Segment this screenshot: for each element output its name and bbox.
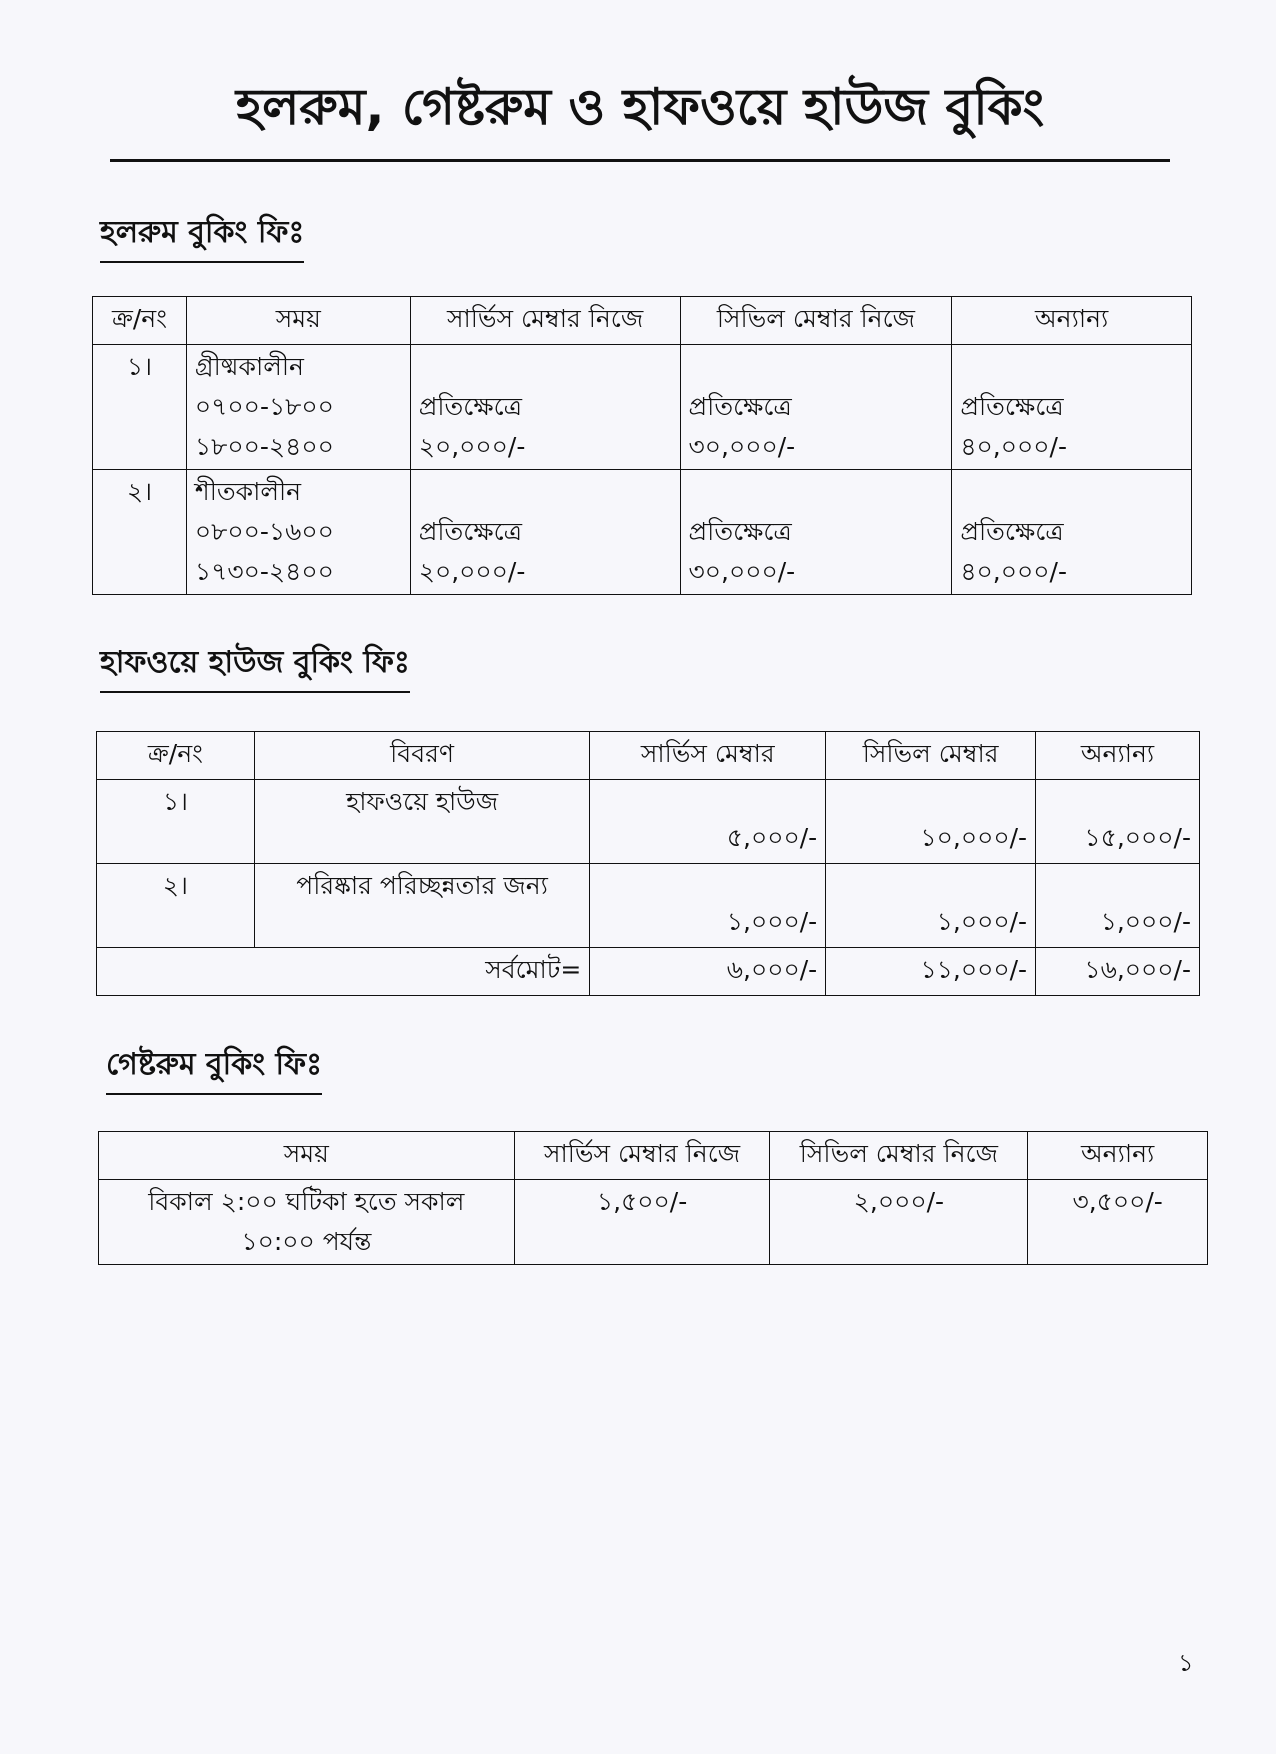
- col-service-member: সার্ভিস মেম্বার নিজে: [514, 1132, 770, 1180]
- row-description: হাফওয়ে হাউজ: [254, 780, 590, 864]
- fee-label: প্রতিক্ষেত্রে: [418, 392, 522, 421]
- row-description: পরিষ্কার পরিচ্ছন্নতার জন্য: [254, 864, 590, 948]
- season-label: গ্রীষ্মকালীন: [194, 352, 304, 381]
- other-fee: ১৫,০০০/-: [1036, 780, 1200, 864]
- service-fee-cell: [410, 345, 680, 470]
- col-civil-member: সিভিল মেম্বার নিজে: [770, 1132, 1028, 1180]
- service-fee-cell: [410, 470, 680, 595]
- fee-value: ২০,০০০/-: [418, 557, 526, 586]
- col-civil-member: সিভিল মেম্বার নিজে: [680, 297, 952, 345]
- col-service-member: সার্ভিস মেম্বার নিজে: [410, 297, 680, 345]
- time-line: বিকাল ২:০০ ঘটিকা হতে সকাল: [148, 1187, 465, 1216]
- fee-value: ২০,০০০/-: [418, 432, 526, 461]
- col-description: বিবরণ: [254, 732, 590, 780]
- guestroom-heading: গেষ্টরুম বুকিং ফিঃ: [106, 1040, 322, 1095]
- halfway-fee-table: [96, 731, 1200, 996]
- row-serial: ২।: [93, 470, 187, 595]
- time-slot: ০৭০০-১৮০০: [194, 392, 334, 421]
- civil-fee: ১,০০০/-: [826, 864, 1036, 948]
- table-row: [97, 780, 1200, 864]
- fee-value: ৩০,০০০/-: [688, 557, 796, 586]
- col-service-member: সার্ভিস মেম্বার: [590, 732, 826, 780]
- table-row: [97, 864, 1200, 948]
- time-slot: ১৮০০-২৪০০: [194, 432, 334, 461]
- table-row: [93, 470, 1192, 595]
- row-time: [99, 1180, 515, 1265]
- fee-label: প্রতিক্ষেত্রে: [688, 392, 792, 421]
- fee-value: ৩০,০০০/-: [688, 432, 796, 461]
- table-header-row: [97, 732, 1200, 780]
- col-others: অন্যান্য: [1036, 732, 1200, 780]
- civil-fee: ১০,০০০/-: [826, 780, 1036, 864]
- col-time: সময়: [99, 1132, 515, 1180]
- other-fee-cell: [952, 470, 1192, 595]
- total-row: [97, 948, 1200, 996]
- table-header-row: [99, 1132, 1208, 1180]
- page-number: ১: [1178, 1649, 1194, 1677]
- row-serial: ১।: [93, 345, 187, 470]
- other-fee: ৩,৫০০/-: [1028, 1180, 1208, 1265]
- total-label: সর্বমোট=: [97, 948, 590, 996]
- col-serial: ক্র/নং: [93, 297, 187, 345]
- fee-label: প্রতিক্ষেত্রে: [960, 392, 1064, 421]
- col-others: অন্যান্য: [952, 297, 1192, 345]
- time-slot: ০৮০০-১৬০০: [194, 517, 334, 546]
- time-slot: ১৭৩০-২৪০০: [194, 557, 334, 586]
- row-serial: ১।: [97, 780, 255, 864]
- halfway-heading: হাফওয়ে হাউজ বুকিং ফিঃ: [100, 638, 410, 693]
- guestroom-fee-table: [98, 1131, 1208, 1265]
- service-fee: ৫,০০০/-: [590, 780, 826, 864]
- fee-label: প্রতিক্ষেত্রে: [418, 517, 522, 546]
- fee-label: প্রতিক্ষেত্রে: [960, 517, 1064, 546]
- service-fee: ১,৫০০/-: [514, 1180, 770, 1265]
- total-other-fee: ১৬,০০০/-: [1036, 948, 1200, 996]
- col-civil-member: সিভিল মেম্বার: [826, 732, 1036, 780]
- service-fee: ১,০০০/-: [590, 864, 826, 948]
- col-serial: ক্র/নং: [97, 732, 255, 780]
- other-fee: ১,০০০/-: [1036, 864, 1200, 948]
- time-line: ১০:০০ পর্যন্ত: [241, 1227, 372, 1256]
- row-time: [186, 470, 410, 595]
- table-row: [93, 345, 1192, 470]
- civil-fee-cell: [680, 345, 952, 470]
- fee-value: ৪০,০০০/-: [960, 557, 1067, 586]
- hallroom-fee-table: [92, 296, 1192, 595]
- total-service-fee: ৬,০০০/-: [590, 948, 826, 996]
- other-fee-cell: [952, 345, 1192, 470]
- fee-value: ৪০,০০০/-: [960, 432, 1067, 461]
- col-others: অন্যান্য: [1028, 1132, 1208, 1180]
- civil-fee-cell: [680, 470, 952, 595]
- row-time: [186, 345, 410, 470]
- hallroom-heading: হলরুম বুকিং ফিঃ: [100, 208, 304, 263]
- total-civil-fee: ১১,০০০/-: [826, 948, 1036, 996]
- fee-label: প্রতিক্ষেত্রে: [688, 517, 792, 546]
- table-header-row: [93, 297, 1192, 345]
- civil-fee: ২,০০০/-: [770, 1180, 1028, 1265]
- col-time: সময়: [186, 297, 410, 345]
- page-title: হলরুম, গেষ্টরুম ও হাফওয়ে হাউজ বুকিং: [110, 70, 1170, 162]
- season-label: শীতকালীন: [194, 477, 302, 506]
- row-serial: ২।: [97, 864, 255, 948]
- table-row: [99, 1180, 1208, 1265]
